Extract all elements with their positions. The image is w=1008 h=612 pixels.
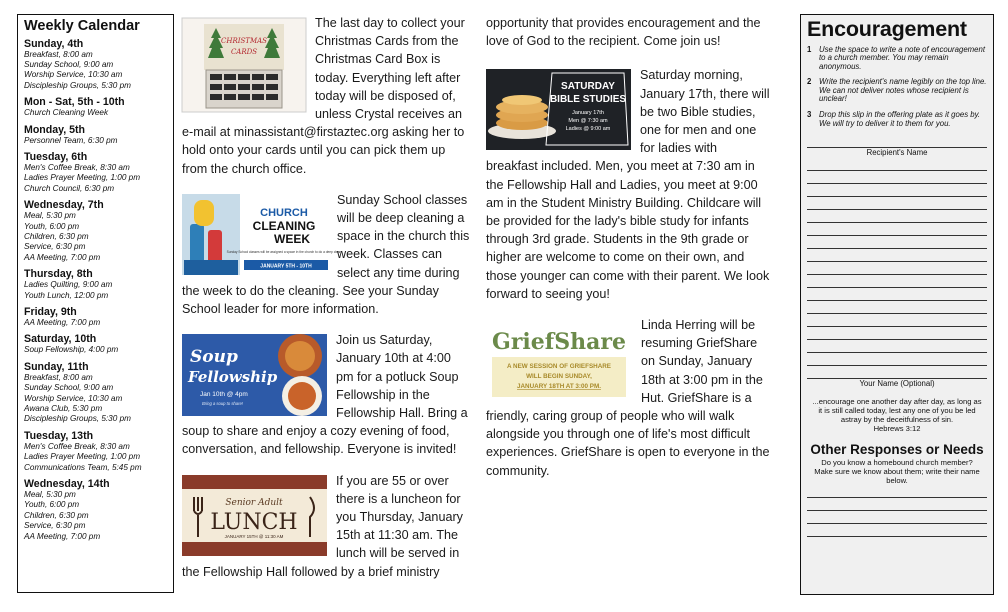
encouragement-step (807, 111, 987, 128)
step-text: Drop this slip in the offering plate as it goes by. We will try to deliver it to them for you. (819, 110, 981, 128)
soup-image-date: Jan 10th @ 4pm (200, 391, 248, 399)
griefshare-image-line-3: JANUARY 18TH AT 3:00 PM. (517, 383, 601, 391)
calendar-day-events (24, 211, 167, 263)
step-number: 2 (807, 77, 812, 87)
calendar-event: Church Council, 6:30 pm (24, 183, 115, 193)
calendar-event: Awana Club, 5:30 pm (24, 404, 103, 414)
cleaning-image-small: Sunday School classes will be assigned a space in the church to do a deep clean (226, 249, 342, 254)
note-writing-line[interactable] (807, 223, 987, 236)
calendar-day-events (24, 442, 167, 473)
calendar-day (24, 124, 167, 146)
note-writing-line[interactable] (807, 340, 987, 353)
cleaning-image-title-1: CHURCH (260, 206, 308, 219)
christmas-cards-image-text-1: CHRISTMAS (221, 37, 267, 45)
senior-lunch-continued-text: opportunity that provides encouragement and the love of God to the recipient. Come join us! (486, 16, 761, 49)
your-name-label: Your Name (Optional) (859, 379, 935, 389)
calendar-day-title: Tuesday, 13th (24, 429, 94, 442)
calendar-day (24, 38, 167, 92)
calendar-day-title: Sunday, 11th (24, 360, 89, 373)
article-church-cleaning (182, 191, 470, 318)
calendar-event: AA Meeting, 7:00 pm (24, 252, 101, 262)
note-writing-line[interactable] (807, 288, 987, 301)
soup-image-title-2: Fellowship (188, 368, 278, 387)
calendar-day-events (24, 318, 167, 328)
calendar-event: Discipleship Groups, 5:30 pm (24, 414, 131, 424)
soup-image-small: Bring a soup to share! (202, 401, 243, 407)
bible-image-title-1: SATURDAY (561, 81, 615, 93)
calendar-day-title: Wednesday, 7th (24, 199, 104, 212)
note-writing-line[interactable] (807, 275, 987, 288)
encouragement-steps (807, 46, 987, 129)
calendar-event: Personnel Team, 6:30 pm (24, 135, 118, 145)
article-soup-fellowship (182, 331, 470, 458)
calendar-days (24, 38, 167, 543)
bible-studies-text: Saturday morning, January 17th, there will be two Bible studies, one for men and one for ladies with breakfast included. Men, you meet at 7:30 am in the Fellowship Hall and Ladies, you meet at 9:00 am in the Student Ministry Building. Childcare will be provided for the lady's bible study for infants through 3rd grade. Students in the 9th grade or higher are welcome to come on their own, and those younger can come with their parent. We look forward to seeing you! (486, 68, 770, 301)
calendar-day-title: Friday, 9th (24, 306, 77, 318)
other-lines (807, 485, 987, 537)
note-writing-line[interactable] (807, 184, 987, 197)
calendar-event: Ladies Quilting, 9:00 am (24, 280, 113, 290)
note-writing-line[interactable] (807, 314, 987, 327)
encouragement-step (807, 46, 987, 72)
other-writing-line[interactable] (807, 485, 987, 498)
calendar-event: Children, 6:30 pm (24, 510, 89, 520)
calendar-event: Sunday School, 9:00 am (24, 383, 114, 393)
church-cleaning-text: Sunday School classes will be deep cleaning a space in the church this week. Classes can select any time during the week to do the cleaning. See your Sunday School leader for more information. (182, 192, 470, 317)
calendar-day-title: Tuesday, 6th (24, 150, 88, 163)
article-column-2 (486, 14, 772, 493)
calendar-day (24, 96, 167, 118)
griefshare-image-line-2: WILL BEGIN SUNDAY, (526, 373, 592, 381)
note-lines (807, 158, 987, 366)
note-writing-line[interactable] (807, 249, 987, 262)
calendar-day-events (24, 345, 167, 355)
bible-image-line-2: Men @ 7:30 am (568, 118, 608, 125)
calendar-event: Children, 6:30 pm (24, 231, 89, 241)
other-writing-line[interactable] (807, 511, 987, 524)
christmas-cards-text: The last day to collect your Christmas Cards from the Christmas Card Box is today. Everything left after today will be disposed of, unless Crystal receives an e-mail at minassistant@firstaztec.org asking her to hold onto your cards until you can pick them up from the church office. (182, 16, 465, 176)
your-name-line[interactable] (807, 366, 987, 379)
senior-lunch-image (182, 475, 327, 556)
calendar-day (24, 333, 167, 355)
senior-image-date: JANUARY 15TH @ 11:30 AM (224, 533, 284, 539)
calendar-event: Youth, 6:00 pm (24, 500, 80, 510)
soup-image-title-1: Soup (190, 347, 238, 368)
note-writing-line[interactable] (807, 327, 987, 340)
note-writing-line[interactable] (807, 210, 987, 223)
bible-image-line-1: January 17th (572, 110, 604, 117)
senior-lunch-text: If you are 55 or over there is a luncheon for you Thursday, January 15th at 11:30 am. The lunch will be served in the Fellowship Hall followed by a brief ministry (182, 473, 463, 579)
note-writing-line[interactable] (807, 236, 987, 249)
griefshare-image-line-1: A NEW SESSION OF GRIEFSHARE (506, 363, 612, 371)
calendar-day-title: Mon - Sat, 5th - 10th (24, 96, 125, 109)
christmas-cards-image-text-2: CARDS (230, 48, 258, 56)
step-number: 3 (807, 110, 812, 120)
senior-image-title-1: Senior Adult (225, 497, 283, 508)
cleaning-image-date: JANUARY 5TH - 10TH (260, 263, 312, 270)
step-text: Use the space to write a note of encouragement to a church member. You may remain anonymous. (819, 44, 985, 71)
encouragement-title: Encouragement (807, 17, 967, 41)
calendar-event: Men's Coffee Break, 8:30 am (24, 441, 130, 451)
calendar-event: Ladies Prayer Meeting, 1:00 pm (24, 173, 141, 183)
calendar-event: Communications Team, 5:45 pm (24, 462, 142, 472)
calendar-day-events (24, 136, 167, 146)
cleaning-image-title-3: WEEK (274, 231, 310, 246)
church-cleaning-image (182, 194, 342, 275)
calendar-day-title: Monday, 5th (24, 123, 86, 136)
calendar-day-title: Sunday, 4th (24, 37, 84, 50)
christmas-cards-image (182, 18, 306, 112)
calendar-event: Service, 6:30 pm (24, 521, 86, 531)
recipient-name-label: Recipient's Name (866, 148, 928, 158)
calendar-day (24, 478, 167, 542)
recipient-name-line[interactable] (807, 135, 987, 148)
calendar-day (24, 361, 167, 425)
calendar-event: Church Cleaning Week (24, 108, 109, 118)
griefshare-image (486, 319, 632, 401)
calendar-event: Ladies Prayer Meeting, 1:00 pm (24, 452, 141, 462)
calendar-day (24, 306, 167, 328)
other-responses-text: Do you know a homebound church member? Make sure we know about them; write their name below. (814, 458, 980, 486)
calendar-day-title: Wednesday, 14th (24, 478, 110, 491)
article-griefshare (486, 316, 772, 480)
calendar-event: Worship Service, 10:30 am (24, 393, 123, 403)
other-responses-title: Other Responses or Needs (810, 442, 984, 458)
calendar-event: Meal, 5:30 pm (24, 211, 76, 221)
calendar-event: AA Meeting, 7:00 pm (24, 318, 101, 327)
cleaning-image-title-2: CLEANING (252, 218, 316, 233)
calendar-day-title: Thursday, 8th (24, 268, 93, 281)
article-christmas-cards (182, 14, 470, 178)
calendar-day-events (24, 108, 167, 118)
calendar-event: Sunday School, 9:00 am (24, 59, 114, 69)
calendar-day-events (24, 490, 167, 542)
note-writing-line[interactable] (807, 171, 987, 184)
other-writing-line[interactable] (807, 498, 987, 511)
calendar-day (24, 151, 167, 194)
note-writing-line[interactable] (807, 353, 987, 366)
encouragement-step (807, 78, 987, 104)
calendar-day-events (24, 163, 167, 194)
calendar-day-events (24, 50, 167, 92)
note-writing-line[interactable] (807, 301, 987, 314)
calendar-event: Discipleship Groups, 5:30 pm (24, 80, 131, 90)
bible-studies-image (486, 69, 631, 150)
calendar-event: Service, 6:30 pm (24, 242, 86, 252)
griefshare-logo: GriefShare (492, 329, 626, 356)
article-column-1 (182, 14, 470, 594)
calendar-event: Men's Coffee Break, 8:30 am (24, 162, 130, 172)
calendar-event: Breakfast, 8:00 am (24, 372, 93, 382)
bible-image-title-2: BIBLE STUDIES (549, 94, 627, 106)
calendar-event: Youth, 6:00 pm (24, 221, 80, 231)
calendar-day (24, 430, 167, 473)
calendar-day-title: Saturday, 10th (24, 333, 97, 346)
encouragement-panel (800, 14, 994, 595)
other-writing-line[interactable] (807, 524, 987, 537)
weekly-calendar (17, 14, 174, 593)
step-number: 1 (807, 44, 812, 54)
calendar-event: AA Meeting, 7:00 pm (24, 531, 101, 541)
note-writing-line[interactable] (807, 158, 987, 171)
article-senior-lunch (182, 472, 470, 581)
article-bible-studies (486, 66, 772, 303)
calendar-event: Meal, 5:30 pm (24, 490, 76, 500)
calendar-day (24, 199, 167, 263)
calendar-event: Worship Service, 10:30 am (24, 70, 123, 80)
soup-fellowship-image (182, 334, 327, 416)
step-text: Write the recipient's name legibly on the top line. We can not deliver notes whose recipient is unclear! (819, 77, 987, 104)
soup-fellowship-text: Join us Saturday, January 10th at 4:00 pm for a potluck Soup Fellowship in the Fellowship Hall. Bring a soup to share and enjoy a cozy evening of food, conversation, and fellowship. Everyone is invited! (182, 333, 468, 457)
bible-image-line-3: Ladies @ 9:00 am (565, 126, 611, 133)
note-writing-line[interactable] (807, 197, 987, 210)
griefshare-text: Linda Herring will be resuming GriefShare on Sunday, January 18th at 3:00 pm in the Hut. GriefShare is a friendly, caring group of people who will walk alongside you through one of life's most difficult experiences. GriefShare is open to everyone in the community. (486, 318, 770, 478)
scripture-reference: Hebrews 3:12 (873, 424, 921, 434)
note-writing-line[interactable] (807, 262, 987, 275)
calendar-day (24, 268, 167, 301)
senior-image-title-2: LUNCH (210, 509, 298, 535)
scripture-verse: ...encourage one another day after day, as long as it is still called today, lest any one of you be led astray by the deceitfulness of sin. (812, 397, 982, 425)
calendar-event: Youth Lunch, 12:00 pm (24, 290, 109, 300)
calendar-day-events (24, 280, 167, 301)
calendar-day-events (24, 373, 167, 425)
calendar-title: Weekly Calendar (24, 18, 140, 34)
calendar-event: Soup Fellowship, 4:00 pm (24, 345, 119, 355)
calendar-event: Breakfast, 8:00 am (24, 49, 93, 59)
